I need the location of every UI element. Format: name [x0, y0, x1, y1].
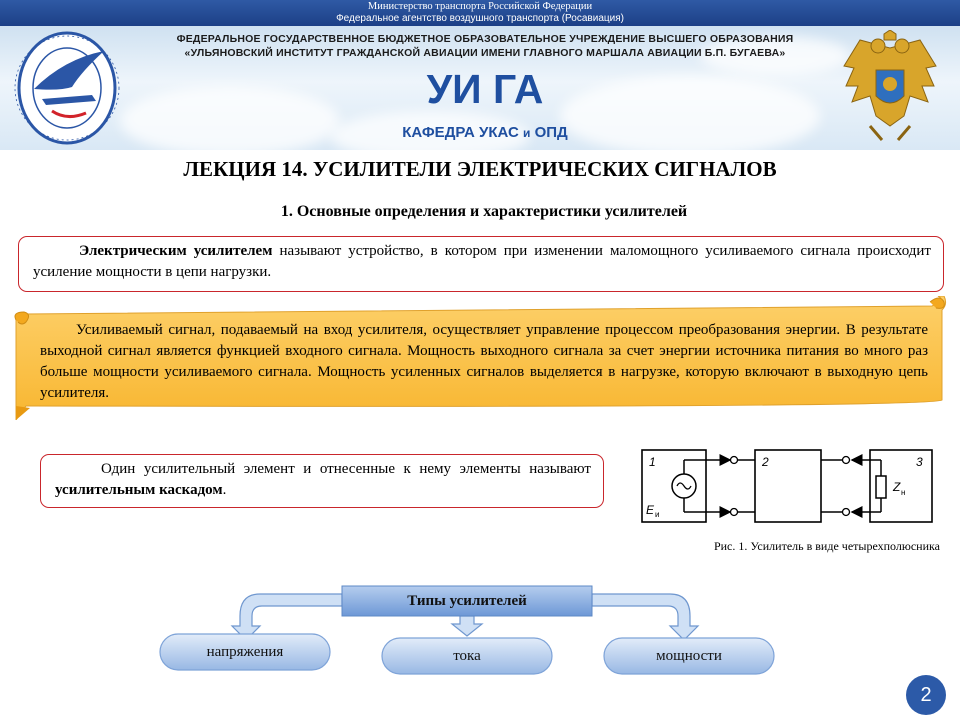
- top-banner: [0, 0, 960, 26]
- load-resistor: [876, 476, 886, 498]
- load-label: Z: [893, 480, 901, 494]
- type-current: тока: [453, 648, 481, 664]
- institution-line1: ФЕДЕРАЛЬНОЕ ГОСУДАРСТВЕННОЕ БЮДЖЕТНОЕ ОБРАЗОВАТЕЛЬНОЕ УЧРЕЖДЕНИЕ ВЫСШЕГО ОБРАЗОВАНИЯ: [176, 33, 794, 45]
- coat-of-arms-emblem: [840, 30, 940, 146]
- load-subscript: н: [901, 488, 906, 497]
- definition2-text: Усиливаемый сигнал, подаваемый на вход усилителя, осуществляет управление процессом преобразования энергии. В результате выходной сигнал является функцией входного сигнала. Мощность выходного сигнала за счет энергии источника питания во много раз больше мощности усиливаемого сигнала. Мощность усиленных сигналов выделяется в нагрузке, которую включают в выходную цепь усилителя.: [40, 322, 928, 401]
- block1-label: 1: [649, 455, 656, 469]
- department-name: [340, 124, 630, 141]
- page-number-badge: 2: [906, 675, 946, 715]
- source-label: E: [646, 503, 655, 517]
- definition3-text: Один усилительный элемент и отнесенные к нему элементы называют: [101, 461, 591, 477]
- four-pole-diagram: [638, 446, 936, 530]
- institution-name: [140, 32, 830, 60]
- definition-box-amplifier: [18, 236, 944, 292]
- department-conjunction: и: [523, 126, 531, 140]
- definition3-end: .: [222, 482, 227, 498]
- arrow-to-current: [452, 616, 482, 636]
- department-part-b: ОПД: [534, 124, 568, 141]
- ministry-line: Министерство транспорта Российской Федерации: [367, 1, 593, 12]
- institute-logo: [12, 29, 122, 147]
- term-amplifier-stage: усилительным каскадом: [55, 482, 223, 498]
- block2-label: 2: [762, 455, 769, 469]
- department-part-a: КАФЕДРА УКАС: [402, 124, 519, 141]
- lecture-title: ЛЕКЦИЯ 14. УСИЛИТЕЛИ ЭЛЕКТРИЧЕСКИХ СИГНАЛОВ: [183, 157, 777, 181]
- type-power: мощности: [656, 648, 722, 664]
- arrow-to-power: [592, 594, 698, 640]
- source-subscript: и: [655, 510, 660, 519]
- institution-line2: «УЛЬЯНОВСКИЙ ИНСТИТУТ ГРАЖДАНСКОЙ АВИАЦИИ ИМЕНИ ГЛАВНОГО МАРШАЛА АВИАЦИИ Б.П. БУГАЕВА»: [184, 47, 786, 59]
- section-title: 1. Основные определения и характеристики усилителей: [280, 203, 688, 220]
- term-electric-amplifier: Электрическим усилителем: [79, 243, 273, 259]
- type-voltage: напряжения: [206, 644, 284, 660]
- definition-box-signal: [40, 320, 928, 404]
- definition-box-stage: [40, 454, 604, 508]
- agency-line: Федеральное агентство воздушного транспорта (Росавиация): [336, 13, 624, 24]
- institute-abbreviation: УИ ГА: [426, 66, 544, 112]
- types-title: Типы усилителей: [407, 593, 527, 609]
- definition1-text: называют устройство, в котором при изменении маломощного усиливаемого сигнала происходит усиление мощности в цепи нагрузки.: [33, 243, 931, 280]
- institution-header: [0, 26, 960, 150]
- figure-caption: Рис. 1. Усилитель в виде четырехполюсника: [713, 539, 940, 553]
- block3-label: 3: [916, 455, 923, 469]
